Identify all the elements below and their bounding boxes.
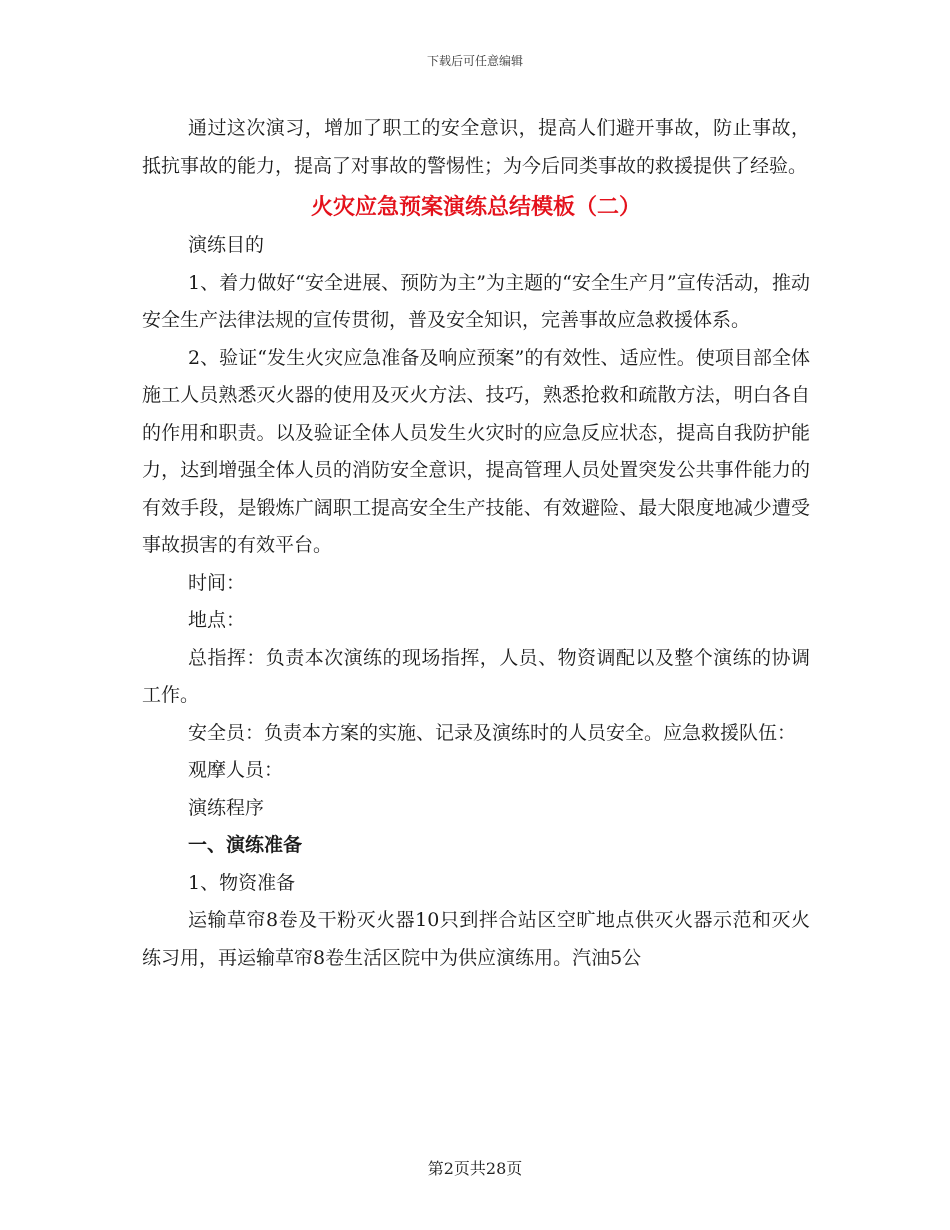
- paragraph-materials-heading: 1、物资准备: [188, 871, 296, 894]
- paragraph-location: 地点：: [188, 609, 246, 631]
- paragraph-materials: 运输草帘8卷及干粉灭火器10只到拌合站区空旷地点供灭火器示范和灭火练习用，再运输草帘8卷生活区院中为供应演练用。汽油5公: [142, 909, 810, 969]
- paragraph-purpose-1: 1、着力做好“安全进展、预防为主”为主题的“安全生产月”宣传活动，推动安全生产法律法规的宣传贯彻，普及安全知识，完善事故应急救援体系。: [142, 271, 810, 331]
- section-title: 火灾应急预案演练总结模板（二）: [310, 194, 641, 220]
- paragraph-purpose-2: 2、验证“发生火灾应急准备及响应预案”的有效性、适应性。使项目部全体施工人员熟悉灭火器的使用及灭火方法、技巧，熟悉抢救和疏散方法，明白各自的作用和职责。以及验证全体人员发生火灾时的应急反应状态，提高自我防护能力，达到增强全体人员的消防安全意识，提高管理人员处置突发公共事件能力的有效手段，是锻炼广阔职工提高安全生产技能、有效避险、最大限度地减少遭受事故损害的有效平台。: [142, 346, 810, 556]
- paragraph-purpose-heading: 演练目的: [188, 234, 265, 256]
- paragraph-observers: 观摩人员：: [188, 759, 284, 781]
- document-body: [142, 110, 810, 977]
- paragraph-commander: 总指挥：负责本次演练的现场指挥，人员、物资调配以及整个演练的协调工作。: [142, 646, 810, 706]
- paragraph-time: 时间：: [188, 571, 246, 594]
- page-header: 下载后可任意编辑: [426, 54, 523, 68]
- paragraph-drill-result: 通过这次演习，增加了职工的安全意识，提高人们避开事故，防止事故，抵抗事故的能力，提高了对事故的警惕性；为今后同类事故的救援提供了经验。: [142, 117, 810, 177]
- paragraph-safety-officer: 安全员：负责本方案的实施、记录及演练时的人员安全。应急救援队伍：: [188, 721, 797, 744]
- page-footer: 第2页共28页: [427, 1159, 523, 1178]
- paragraph-procedure-heading: 演练程序: [188, 796, 265, 819]
- subheading-preparation: 一、演练准备: [188, 834, 303, 856]
